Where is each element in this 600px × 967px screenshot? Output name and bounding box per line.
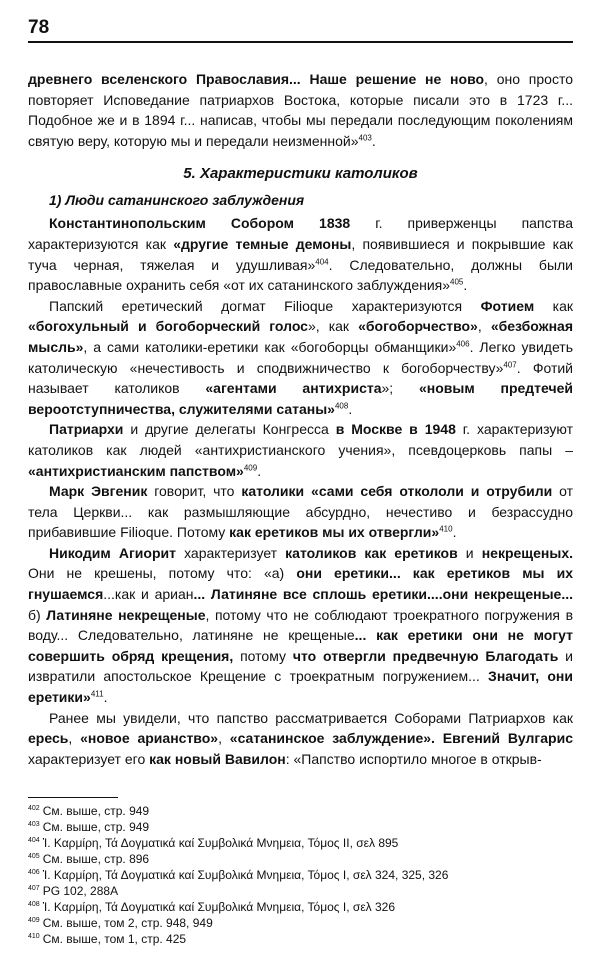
subsection-heading: 1) Люди сатанинского заблуждения — [49, 192, 305, 209]
text: характеризует его — [28, 750, 150, 767]
bold-text: ... Латиняне все сплошь еретики....они некрещеные... — [193, 586, 573, 603]
text: , — [68, 730, 81, 747]
footnote-ref: 411 — [90, 689, 104, 699]
footnote-number: 407 — [28, 885, 40, 893]
footnote — [28, 931, 573, 947]
bold-text: «сатанинское заблуждение». Евгений Вулгарис — [229, 730, 573, 747]
bold-text: Патриархи — [49, 421, 124, 438]
text: , потому что не соблюдают троекратного погружения в воду... Следовательно, латиняне не крещеные — [28, 606, 574, 644]
footnote-number: 409 — [28, 917, 40, 925]
bold-text: Значит, они еретики» — [28, 668, 573, 706]
text: », как — [307, 318, 359, 335]
footnote-ref: 409 — [243, 462, 258, 472]
text: . Фотий называет католиков — [28, 359, 573, 397]
bold-text: католики «сами себя откололи и отрубили — [241, 483, 553, 500]
footnote-text: Ἰ. Καρμίρη, Τά Δογματικά καί Συμβολικά Μνημεια, Τόμος Ι, σελ 324, 325, 326 — [42, 868, 449, 883]
paragraph-container — [28, 69, 573, 151]
text: : «Папство испортило многое в открыв- — [285, 750, 542, 767]
text: . Следовательно, должны были православные охранить себя «от их сатанинского заблуждения» — [28, 256, 573, 294]
bold-text: Фотием — [480, 297, 535, 314]
bold-text: Латиняне некрещеные — [46, 606, 206, 623]
text: . — [371, 132, 376, 149]
text: говорит, что — [147, 483, 242, 500]
footnote-number: 410 — [28, 933, 40, 941]
text: характеризует — [175, 544, 286, 561]
text: и извратили апостольское Крещение с троекратным погружением... — [28, 647, 573, 685]
bold-text: «другие темные демоны — [173, 235, 352, 252]
bold-text: они еретики... как еретиков мы их гнушаемся — [28, 565, 573, 603]
bold-text: ересь — [28, 730, 69, 747]
bold-text: католиков как еретиков — [285, 544, 458, 561]
text: . — [257, 462, 262, 479]
bold-text: Марк Эвгеник — [49, 483, 148, 500]
paragraph — [28, 543, 573, 708]
footnote-ref: 410 — [439, 524, 453, 534]
footnote-text: См. выше, том 2, стр. 948, 949 — [42, 916, 213, 931]
bold-text: древнего вселенского Православия... Наше решение не ново — [28, 71, 485, 87]
footnote-text: См. выше, стр. 949 — [42, 804, 150, 819]
text: г. приверженцы папства характеризуются как — [28, 215, 573, 252]
text: . — [452, 524, 457, 541]
bold-text: некрещеных. — [481, 544, 573, 561]
footnote-number: 405 — [28, 853, 40, 861]
footnote-text: См. выше, стр. 896 — [42, 852, 150, 867]
paragraph — [28, 419, 573, 481]
text: от тела Церкви... как размышляющие абсурдно, нечестиво и безрассудно прибавившие Filioque. Потому — [28, 483, 573, 541]
bold-text: Константинопольским Собором 1838 — [49, 215, 351, 232]
footnote-ref: 405 — [450, 277, 464, 287]
text: г. характеризуют католиков как людей «антихристианского учения», псевдоцерковь папы – — [28, 421, 573, 458]
header-rule — [28, 41, 573, 43]
footnote-text: Ἰ. Καρμίρη, Τά Δογματικά καί Συμβολικά Μνημεια, Τόμος Ι, σελ 326 — [42, 900, 396, 915]
footnote-text: См. выше, том 1, стр. 425 — [42, 932, 187, 947]
paragraph — [28, 213, 573, 295]
footnote-number: 404 — [28, 837, 40, 845]
text: ...как и ариан — [103, 586, 194, 603]
footnote — [28, 835, 573, 851]
text: , — [218, 730, 230, 747]
footnote-ref: 403 — [358, 133, 372, 143]
bold-text: «новым предтечей вероотступничества, служителями сатаны» — [28, 380, 573, 417]
footnote-ref: 407 — [503, 359, 517, 369]
text: , а сами католики-еретики как «богоборцы обманщики» — [83, 338, 457, 355]
paragraph — [28, 708, 573, 770]
bold-text: «антихристианским папством» — [28, 462, 244, 479]
bold-text: «богохульный и богоборческий голос — [28, 318, 308, 335]
text: . Легко увидеть католическую «нечестивость и сподвижничество к богоборчеству» — [28, 338, 573, 376]
section-heading: 5. Характеристики католиков — [183, 165, 418, 183]
footnote-text: PG 102, 288A — [42, 884, 119, 899]
text: . — [103, 689, 108, 706]
footnote — [28, 915, 573, 931]
text: и другие делегаты Конгресса — [123, 421, 336, 438]
text: Ранее мы увидели, что папство рассматривается Соборами Патриархов как — [49, 709, 573, 726]
footnote — [28, 803, 573, 819]
bold-text: как новый Вавилон — [149, 750, 286, 767]
bold-text: «агентами антихриста — [205, 380, 382, 397]
paragraph — [28, 69, 573, 151]
main-text — [28, 69, 573, 769]
footnote — [28, 867, 573, 883]
bold-text: как еретиков мы их отвергли» — [229, 524, 440, 541]
paragraph — [28, 481, 573, 543]
footnote-rule — [28, 797, 118, 798]
footnote — [28, 851, 573, 867]
paragraphs — [28, 213, 573, 769]
footnote-number: 408 — [28, 901, 40, 909]
footnote-text: См. выше, стр. 949 — [42, 820, 150, 835]
bold-text: «богоборчество» — [358, 318, 478, 335]
text: , появившиеся и покрывшие как туча черная, тяжелая и удушливая» — [28, 235, 573, 273]
text: . — [463, 277, 468, 294]
text: Папский еретический догмат Filioque характеризуются — [49, 297, 481, 314]
text: потому — [233, 647, 293, 664]
footnote-number: 403 — [28, 821, 40, 829]
footnote-text: Ἰ. Καρμίρη, Τά Δογματικά καί Συμβολικά Μνημεια, Τόμος ΙΙ, σελ 895 — [42, 836, 399, 851]
bold-text: «новое арианство» — [80, 730, 219, 747]
text: . — [348, 400, 353, 417]
footnote-ref: 406 — [456, 339, 470, 349]
page-number: 78 — [28, 17, 50, 38]
bold-text: в Москве в 1948 — [335, 421, 456, 438]
paragraph — [28, 296, 573, 420]
footnotes — [28, 803, 573, 947]
text: , — [477, 318, 491, 335]
text: »; — [381, 380, 419, 397]
footnote-number: 406 — [28, 869, 40, 877]
footnote-ref: 408 — [334, 401, 349, 411]
footnote-number: 402 — [28, 805, 40, 813]
bold-text: «безбожная мысль» — [28, 318, 573, 355]
bold-text: ... как еретики они не могут совершить обряд крещения, — [28, 627, 573, 664]
footnote — [28, 819, 573, 835]
text: Они не крешены, потому что: «а) — [28, 565, 297, 582]
footnote — [28, 899, 573, 915]
text: и — [457, 544, 482, 561]
text: как — [534, 297, 574, 314]
bold-text: Никодим Агиорит — [49, 544, 176, 561]
bold-text: что отвергли предвечную Благодать — [292, 647, 559, 664]
text: , оно просто повторяет Исповедание патриархов Востока, которые писали это в 1723 г... Подобное же и в 1894 г... написав, чтобы мы передали последующим поколениям святую веру, которую мы и передали неизменной» — [28, 71, 574, 149]
text: б) — [28, 606, 47, 623]
footnote — [28, 883, 573, 899]
footnote-ref: 404 — [315, 256, 329, 266]
